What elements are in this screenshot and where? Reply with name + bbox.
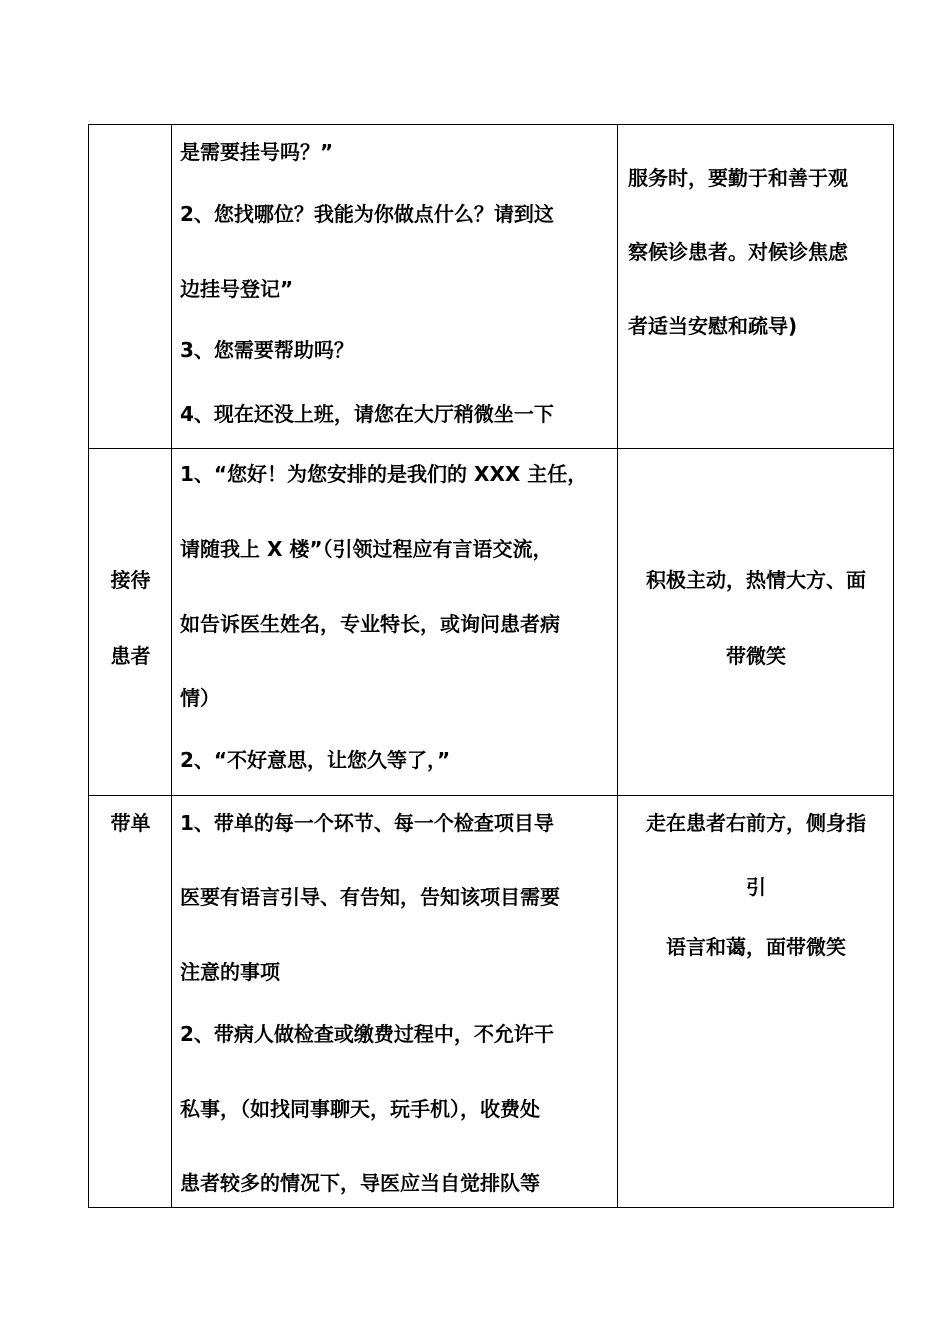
content-line: 4、现在还没上班，请您在大厅稍微坐一下 [180,402,554,426]
category-cell [89,125,172,449]
requirement-cell [618,125,894,449]
requirement-line: 走在患者右前方，侧身指 [646,811,866,835]
content-line: 2、您找哪位？我能为你做点什么？请到这 [180,202,554,226]
requirement-cell [618,449,894,796]
requirement-line: 引 [746,875,766,899]
content-line: 2、带病人做检查或缴费过程中，不允许干 [180,1022,554,1046]
content-line: 请随我上 X 楼”（引领过程应有言语交流， [180,537,553,561]
content-line: 3、您需要帮助吗？ [180,338,354,362]
content-line: 患者较多的情况下，导医应当自觉排队等 [180,1171,540,1195]
content-line: 边挂号登记” [180,277,294,301]
requirement-line: 者适当安慰和疏导) [628,314,798,338]
table-row [89,125,894,449]
category-label: 接待 [110,568,151,592]
category-cell [89,449,172,796]
requirement-line: 服务时，要勤于和善于观 [628,166,848,190]
content-line: 1、“您好！为您安排的是我们的 XXX 主任， [180,462,588,486]
content-cell [172,796,618,1208]
table-row [89,449,894,796]
content-line: 如告诉医生姓名，专业特长，或询问患者病 [180,612,560,636]
requirement-line: 带微笑 [726,644,786,668]
content-cell [172,125,618,449]
content-line: 私事，（如找同事聊天，玩手机），收费处 [180,1097,540,1121]
content-line: 注意的事项 [180,960,280,984]
content-line: 1、带单的每一个环节、每一个检查项目导 [180,811,554,835]
table-row [89,796,894,1208]
content-line: 医要有语言引导、有告知，告知该项目需要 [180,885,560,909]
service-guide-table [88,124,894,1208]
category-label: 带单 [110,811,151,835]
requirement-line: 察候诊患者。对候诊焦虑 [628,240,848,264]
content-cell [172,449,618,796]
category-label: 患者 [110,644,151,668]
requirement-cell [618,796,894,1208]
category-cell [89,796,172,1208]
content-line: 2、“不好意思，让您久等了，” [180,748,451,772]
requirement-line: 语言和蔼，面带微笑 [666,935,846,959]
content-line: 情） [180,686,220,710]
requirement-line: 积极主动，热情大方、面 [646,568,866,592]
content-line: 是需要挂号吗？” [180,140,334,164]
